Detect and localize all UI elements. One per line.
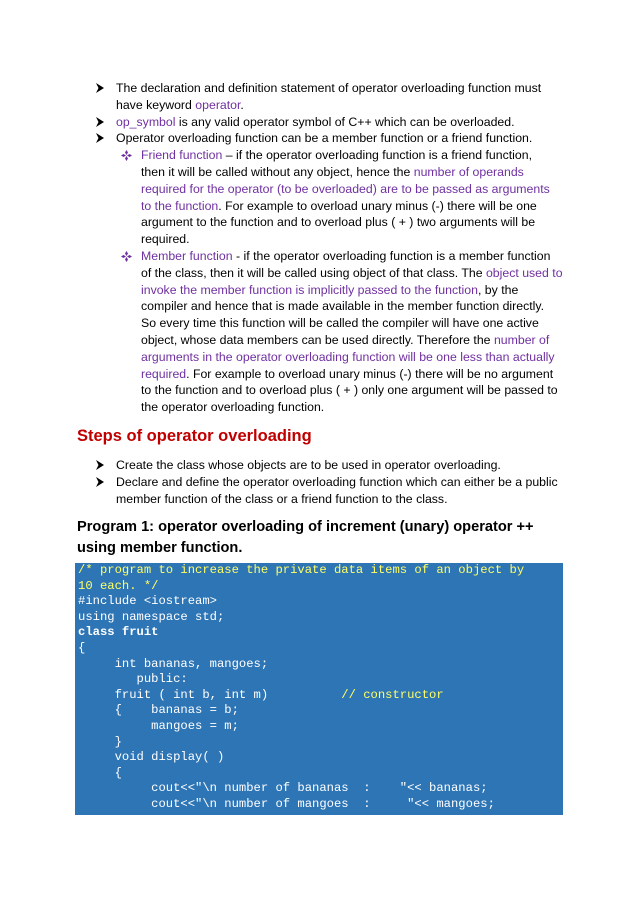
sub-item-friend-function (121, 147, 566, 248)
text: object, whose data members can be used directly. Therefore the (141, 332, 494, 347)
list-item (96, 80, 566, 114)
arrow-bullet-icon (96, 477, 104, 487)
code-line: { (78, 640, 86, 655)
code-line: #include <iostream> (78, 594, 217, 609)
bullet-text: Operator overloading function can be a member function or a friend function. (116, 131, 533, 146)
code-comment: 10 each. */ (78, 578, 159, 593)
code-block (75, 563, 563, 815)
bullet-text: have keyword (116, 97, 196, 112)
term-friend-function: Friend function (141, 148, 223, 163)
arrow-bullet-icon (96, 83, 104, 93)
keyword-operator: operator (195, 97, 241, 112)
bullet-text: is any valid operator symbol of C++ which can be overloaded. (175, 114, 515, 129)
keyword-op-symbol: op_symbol (116, 114, 176, 129)
highlight: required (141, 366, 187, 381)
diamond-bullet-icon (121, 251, 132, 262)
step-text: Create the class whose objects are to be used in operator overloading. (116, 458, 501, 472)
operator-rules-list (96, 80, 566, 416)
text: the operator overloading function. (141, 400, 325, 415)
arrow-bullet-icon (96, 460, 104, 470)
text: – if the operator overloading function is a friend function, (222, 148, 533, 163)
code-line: { (78, 765, 122, 780)
highlight: invoke the member function is implicitly passed to the function (141, 282, 478, 297)
arrow-bullet-icon (96, 133, 104, 143)
text: then it will be called without any object, hence the (141, 164, 414, 179)
text: - if the operator overloading function is a member function (232, 248, 551, 263)
code-line: using namespace std; (78, 609, 225, 624)
text: compiler and hence that is made available in the member function directly. (141, 299, 545, 314)
text: , by the (477, 282, 519, 297)
step-text: Declare and define the operator overloading function which can either be a public member function of the class or a friend function to the class. (116, 474, 558, 506)
section-heading-steps: Steps of operator overloading (77, 427, 312, 445)
code-line: void display( ) (78, 750, 225, 765)
code-line: cout<<"\n number of mangoes : "<< mangoes; (78, 796, 495, 811)
text: of the class, then it will be called using object of that class. The (141, 265, 486, 280)
highlight: object used to (485, 265, 563, 280)
highlight: required for the operator (to be overloaded) are to be passed as arguments (141, 181, 550, 196)
term-member-function: Member function (141, 248, 233, 263)
highlight: arguments in the operator overloading function will be one less than actually (141, 349, 555, 364)
highlight: number of operands (413, 164, 524, 179)
list-item (96, 114, 566, 131)
text: So every time this function will be called the compiler will have one active (141, 316, 539, 331)
text: argument to the function and to overload plus ( + ) two arguments will be (141, 215, 536, 230)
text: . For example to overload unary minus (-) there will be no argument (186, 366, 554, 381)
code-line: int bananas, mangoes; (78, 656, 269, 671)
code-line: cout<<"\n number of bananas : "<< bananas; (78, 781, 488, 796)
steps-list (96, 457, 566, 507)
code-text (75, 563, 563, 813)
sub-item-member-function (121, 248, 566, 416)
text: to the function and to overload plus ( + ) only one argument will be passed to (141, 383, 558, 398)
program-heading: Program 1: operator overloading of increment (unary) operator ++ using member function. (77, 519, 534, 556)
code-line: class fruit (78, 625, 159, 640)
text: . For example to overload unary minus (-) there will be one (218, 198, 537, 213)
list-item (96, 457, 566, 474)
list-item (96, 130, 566, 147)
list-item (96, 474, 566, 508)
arrow-bullet-icon (96, 117, 104, 127)
code-line: public: (78, 672, 188, 687)
text: required. (141, 232, 190, 247)
highlight: number of (493, 332, 550, 347)
code-line: fruit ( int b, int m) (78, 687, 342, 702)
code-comment: /* program to increase the private data items of an object by (78, 563, 525, 577)
code-line: mangoes = m; (78, 718, 239, 733)
code-comment: // constructor (341, 687, 444, 702)
bullet-text: . (240, 97, 244, 112)
highlight: to the function (141, 198, 219, 213)
code-line: } (78, 734, 122, 749)
code-line: { bananas = b; (78, 703, 239, 718)
bullet-text: The declaration and definition statement of operator overloading function must (116, 81, 542, 95)
diamond-bullet-icon (121, 150, 132, 161)
